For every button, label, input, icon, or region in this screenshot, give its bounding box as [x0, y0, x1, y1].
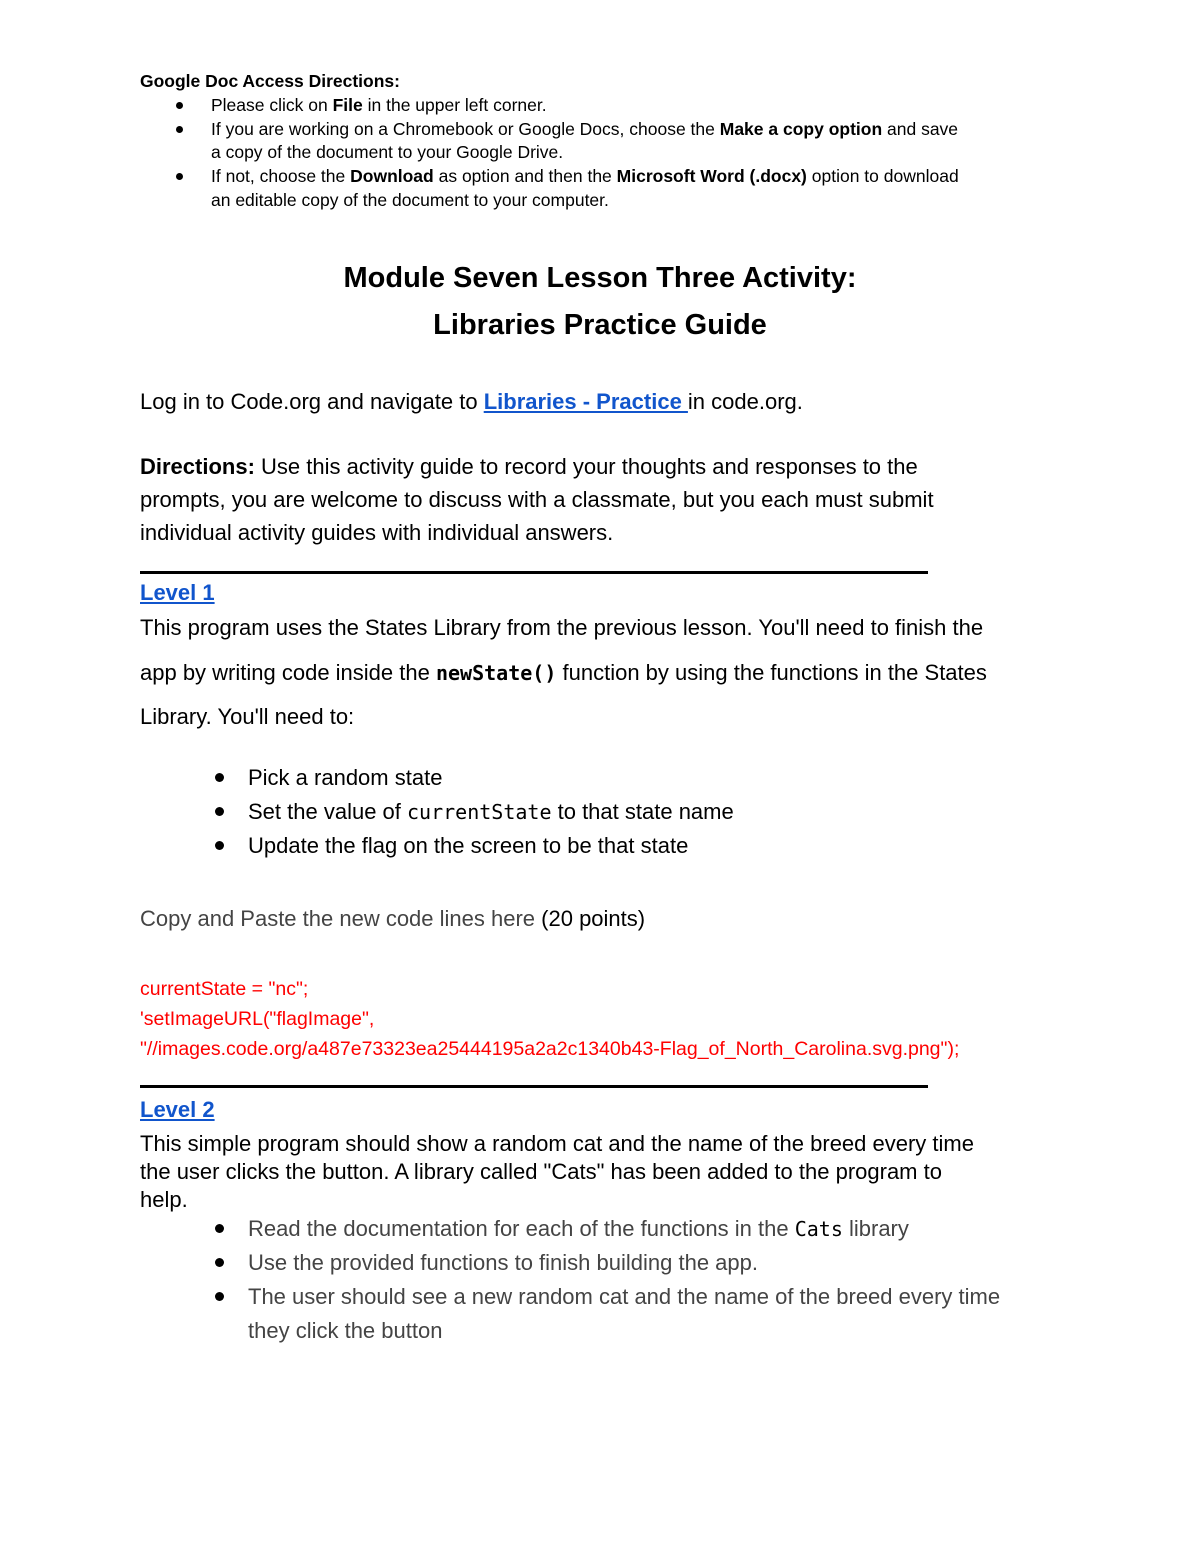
level-2-bullet-1-post: library	[842, 1216, 909, 1241]
directions-label: Directions:	[140, 454, 255, 479]
level-1-bullet-3: Update the flag on the screen to be that state	[248, 833, 689, 858]
access-bullet-2-line2: a copy of the document to your Google Drive.	[211, 142, 564, 162]
bullet-icon	[215, 1258, 224, 1267]
access-bullet-3-line2: an editable copy of the document to your computer.	[211, 190, 609, 210]
answer-line-2: 'setImageURL("flagImage",	[140, 1008, 375, 1030]
bullet-icon	[176, 102, 183, 109]
page-subtitle: Libraries Practice Guide	[433, 309, 767, 341]
directions-line-3: individual activity guides with individual answers.	[140, 520, 614, 545]
access-bullet-2	[211, 118, 958, 141]
level-1-prompt-text: Copy and Paste the new code lines here	[140, 906, 542, 931]
bullet-icon	[176, 173, 183, 180]
level-1-line-2-pre: app by writing code inside the	[140, 660, 436, 685]
access-bullet-3-post: option to download	[806, 166, 959, 186]
intro-post: in code.org.	[687, 389, 803, 414]
directions-line-1	[140, 450, 918, 483]
access-bullet-2-post: and save	[882, 119, 959, 139]
level-1-prompt	[140, 902, 645, 935]
level-1-line-2-post: function by using the functions in the States	[556, 660, 987, 685]
bullet-icon	[215, 807, 224, 816]
level-2-line-2: the user clicks the button. A library called "Cats" has been added to the program to	[140, 1159, 942, 1184]
level-2-bullet-3-line2: they click the button	[248, 1318, 443, 1343]
level-2-link[interactable]: Level 2	[140, 1097, 215, 1122]
level-1-line-3: Library. You'll need to:	[140, 704, 355, 729]
access-bullet-2-bold: Make a copy option	[719, 119, 883, 139]
level-2-bullet-1-pre: Read the documentation for each of the functions in the	[248, 1216, 795, 1241]
access-bullet-3-pre: If not, choose the	[211, 166, 351, 186]
bullet-icon	[215, 841, 224, 850]
level-2-line-3: help.	[140, 1187, 188, 1212]
level-1-bullet-1: Pick a random state	[248, 765, 443, 790]
level-1-points: (20 points)	[541, 906, 646, 931]
access-bullet-1-pre: Please click on	[211, 95, 333, 115]
access-bullet-1	[211, 94, 547, 117]
level-1-line-2	[140, 656, 987, 690]
bullet-icon	[176, 126, 183, 133]
intro-line	[140, 385, 803, 418]
libraries-practice-link[interactable]: Libraries - Practice	[483, 389, 688, 414]
level-2-bullet-1	[248, 1212, 909, 1246]
bullet-icon	[215, 773, 224, 782]
level-1-bullet-2	[248, 795, 734, 829]
access-bullet-2-pre: If you are working on a Chromebook or Google Docs, choose the	[211, 119, 720, 139]
new-state-code: newState()	[435, 661, 557, 685]
level-2-line-1: This simple program should show a random cat and the name of the breed every time	[140, 1131, 974, 1156]
access-bullet-3-mid: as option and then the	[433, 166, 617, 186]
answer-line-3: "//images.code.org/a487e73323ea25444195a2a2c1340b43-Flag_of_North_Carolina.svg.png");	[140, 1038, 960, 1060]
access-bullet-3-bold1: Download	[350, 166, 434, 186]
level-1-bullet-2-pre: Set the value of	[248, 799, 407, 824]
access-heading: Google Doc Access Directions:	[140, 71, 400, 91]
level-1-line-1: This program uses the States Library from the previous lesson. You'll need to finish the	[140, 615, 984, 640]
directions-text-1: Use this activity guide to record your thoughts and responses to the	[254, 454, 918, 479]
divider-rule	[140, 571, 928, 574]
access-bullet-3-bold2: Microsoft Word (.docx)	[616, 166, 807, 186]
level-1-link[interactable]: Level 1	[140, 580, 215, 605]
access-bullet-1-bold: File	[332, 95, 363, 115]
cats-code: Cats	[794, 1217, 843, 1241]
level-2-bullet-3: The user should see a new random cat and the name of the breed every time	[248, 1284, 1001, 1309]
intro-pre: Log in to Code.org and navigate to	[140, 389, 484, 414]
divider-rule	[140, 1085, 928, 1088]
page-title: Module Seven Lesson Three Activity:	[343, 262, 857, 294]
directions-line-2: prompts, you are welcome to discuss with a classmate, but you each must submit	[140, 487, 934, 512]
access-bullet-1-post: in the upper left corner.	[362, 95, 547, 115]
bullet-icon	[215, 1224, 224, 1233]
level-1-bullet-2-post: to that state name	[551, 799, 734, 824]
current-state-code: currentState	[407, 800, 552, 824]
bullet-icon	[215, 1292, 224, 1301]
access-bullet-3	[211, 165, 959, 188]
answer-line-1: currentState = "nc";	[140, 978, 309, 1000]
level-2-bullet-2: Use the provided functions to finish building the app.	[248, 1250, 758, 1275]
